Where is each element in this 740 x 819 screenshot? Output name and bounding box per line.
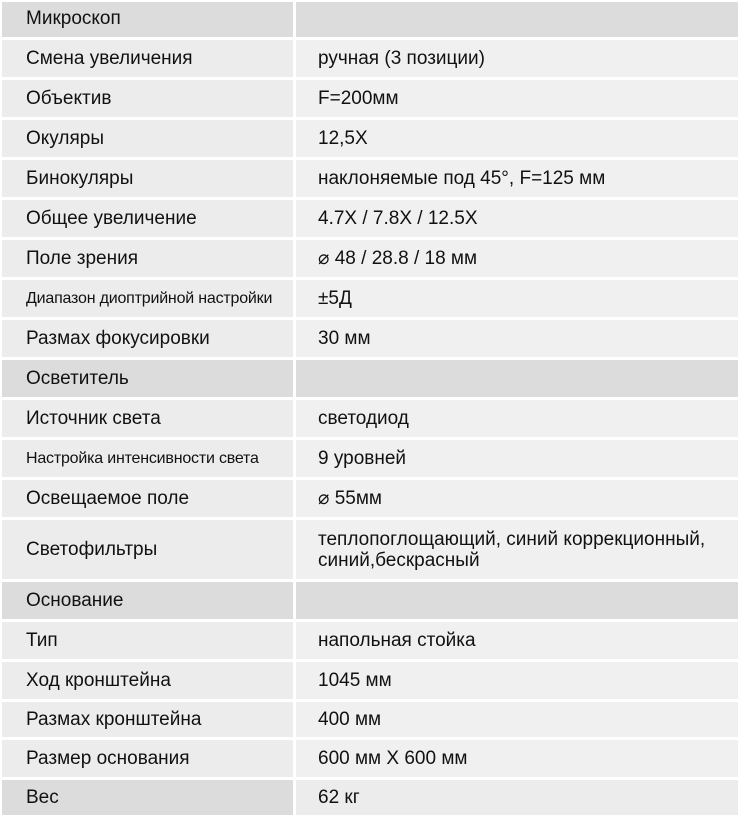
value-cell [296, 400, 740, 437]
row-label: Окуляры [26, 127, 104, 149]
value-cell [296, 480, 740, 517]
row-label: Вес [26, 786, 59, 808]
row-label: Поле зрения [26, 247, 138, 269]
row-value: ⌀ 55мм [318, 487, 382, 509]
row-label: Освещаемое поле [26, 487, 190, 509]
row-value: наклоняемые под 45°, F=125 мм [318, 167, 606, 189]
value-cell [296, 80, 740, 117]
table-row [0, 240, 740, 277]
value-cell [296, 160, 740, 197]
row-value: теплопоглощающий, синий коррекционный, синий,бескрасный [318, 528, 706, 571]
section-title: Основание [26, 589, 124, 611]
row-value: F=200мм [318, 87, 399, 109]
row-label: Объектив [26, 87, 112, 109]
table-row [0, 520, 740, 579]
value-cell [296, 240, 740, 277]
table-row [0, 702, 740, 737]
row-value: 4.7X / 7.8X / 12.5X [318, 207, 478, 229]
row-label: Бинокуляры [26, 167, 134, 189]
value-cell [296, 740, 740, 777]
label-cell [0, 320, 293, 357]
value-cell [296, 622, 740, 659]
value-cell [296, 320, 740, 357]
label-cell [0, 702, 293, 737]
label-cell [0, 240, 293, 277]
value-cell [296, 40, 740, 77]
label-cell [0, 440, 293, 477]
label-cell [0, 780, 293, 815]
row-value: 30 мм [318, 327, 371, 349]
section-empty-cell [296, 582, 740, 619]
row-value: 1045 мм [318, 669, 392, 691]
row-value: 400 мм [318, 708, 382, 730]
table-row [0, 622, 740, 659]
value-cell [296, 780, 740, 815]
section-empty-cell [296, 360, 740, 397]
row-value: ручная (3 позиции) [318, 47, 485, 69]
row-label: Размах кронштейна [26, 708, 202, 730]
label-cell [0, 80, 293, 117]
table-row [0, 160, 740, 197]
table-row [0, 200, 740, 237]
value-cell [296, 200, 740, 237]
section-title: Микроскоп [26, 7, 121, 29]
table-row [0, 40, 740, 77]
row-label: Диапазон диоптрийной настройки [26, 289, 273, 307]
label-cell [0, 480, 293, 517]
label-cell [0, 160, 293, 197]
row-label: Светофильтры [26, 538, 158, 560]
row-value: напольная стойка [318, 629, 476, 651]
table-row-weight [0, 780, 740, 815]
label-cell [0, 622, 293, 659]
row-value: 62 кг [318, 786, 360, 808]
section-title-cell [0, 582, 293, 619]
table-row [0, 400, 740, 437]
value-cell [296, 120, 740, 157]
value-cell [296, 280, 740, 317]
value-cell [296, 520, 740, 579]
section-header-microscope [0, 0, 740, 37]
table-row [0, 662, 740, 699]
label-cell [0, 280, 293, 317]
row-value: ⌀ 48 / 28.8 / 18 мм [318, 247, 478, 269]
label-cell [0, 400, 293, 437]
row-value: 600 мм X 600 мм [318, 747, 468, 769]
section-title-cell [0, 0, 293, 37]
row-label: Источник света [26, 407, 161, 429]
row-value: светодиод [318, 407, 409, 429]
label-cell [0, 200, 293, 237]
label-cell [0, 40, 293, 77]
row-label: Настройка интенсивности света [26, 449, 259, 467]
label-cell [0, 120, 293, 157]
label-cell [0, 740, 293, 777]
table-row [0, 480, 740, 517]
row-label: Размер основания [26, 747, 190, 769]
section-title-cell [0, 360, 293, 397]
section-header-base [0, 582, 740, 619]
label-cell [0, 662, 293, 699]
row-value: 9 уровней [318, 447, 407, 469]
value-cell [296, 702, 740, 737]
section-header-illuminator [0, 360, 740, 397]
value-cell [296, 662, 740, 699]
row-label: Ход кронштейна [26, 669, 171, 691]
value-cell [296, 440, 740, 477]
row-value: ±5Д [318, 287, 352, 309]
section-title: Осветитель [26, 367, 129, 389]
row-label: Тип [26, 629, 58, 651]
label-cell [0, 520, 293, 579]
row-label: Смена увеличения [26, 47, 193, 69]
table-row [0, 120, 740, 157]
section-empty-cell [296, 0, 740, 37]
table-row [0, 320, 740, 357]
row-label: Общее увеличение [26, 207, 197, 229]
table-row [0, 280, 740, 317]
table-row [0, 740, 740, 777]
row-label: Размах фокусировки [26, 327, 210, 349]
row-value: 12,5X [318, 127, 368, 149]
table-row [0, 80, 740, 117]
table-row [0, 440, 740, 477]
